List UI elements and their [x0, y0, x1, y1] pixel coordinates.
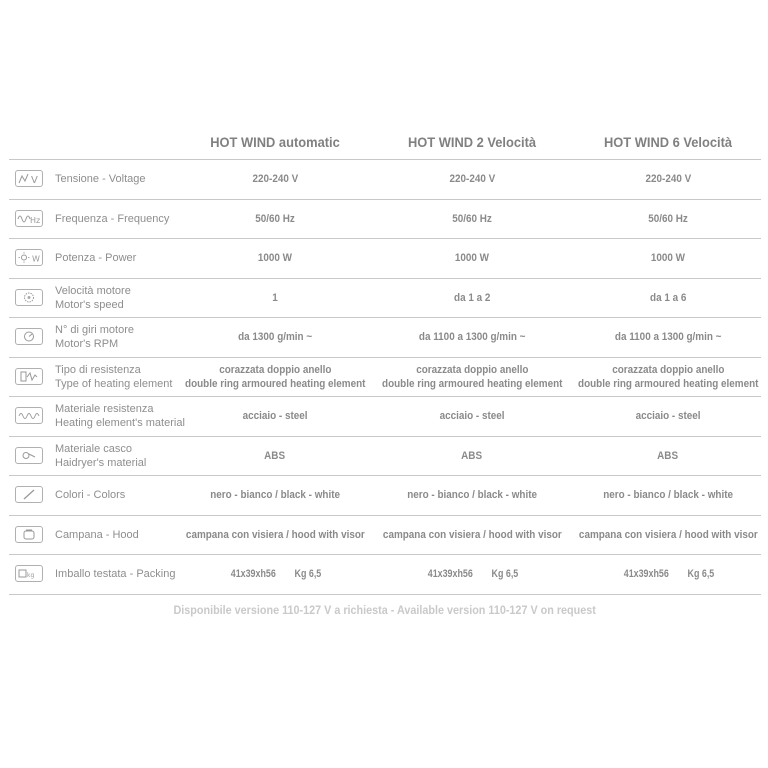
spec-value-line: ABS [264, 449, 286, 462]
spec-value-line: acciaio - steel [242, 410, 308, 423]
row-label [55, 555, 191, 594]
hood-icon [15, 526, 43, 543]
spec-value [177, 476, 373, 515]
element-material-icon [15, 407, 43, 424]
spec-value [570, 437, 766, 476]
spec-value [570, 476, 766, 515]
table-row [9, 159, 761, 200]
spec-value [374, 555, 570, 594]
row-label [55, 239, 191, 278]
row-label [55, 476, 191, 515]
heating-element-icon [15, 368, 43, 385]
spec-value-line: 1 [272, 291, 278, 304]
row-label-line: Heating element's material [55, 417, 185, 430]
spec-value [374, 200, 570, 239]
spec-value [570, 239, 766, 278]
row-label-line: Haidryer's material [55, 456, 147, 469]
spec-value-line: 1000 W [650, 252, 686, 265]
packing-weight: Kg 6,5 [686, 568, 714, 581]
spec-value [177, 397, 373, 436]
spec-value-line: campana con visiera / hood with visor [578, 528, 758, 541]
row-label-line: Potenza - Power [55, 252, 137, 265]
spec-value [374, 476, 570, 515]
spec-table [9, 128, 761, 595]
row-label-line: Materiale casco [55, 442, 133, 455]
spec-value [570, 279, 766, 318]
spec-value [374, 160, 570, 199]
spec-value [570, 555, 766, 594]
spec-value-line: acciaio - steel [439, 410, 505, 423]
packing-dimensions: 41x39xh56 [427, 568, 473, 581]
packing-value [621, 567, 715, 581]
spec-value-line: double ring armoured heating element [577, 377, 759, 390]
frequency-icon [15, 210, 43, 227]
spec-value [374, 239, 570, 278]
spec-value-line: campana con visiera / hood with visor [185, 528, 365, 541]
spec-value [177, 239, 373, 278]
row-label-line: Frequenza - Frequency [55, 212, 170, 225]
spec-value [374, 437, 570, 476]
row-label [55, 279, 191, 318]
spec-value-line: ABS [461, 449, 483, 462]
svg-text:V: V [31, 175, 38, 185]
spec-value-line: da 1 a 2 [453, 291, 491, 304]
packing-dimensions: 41x39xh56 [230, 568, 276, 581]
spec-value [177, 437, 373, 476]
spec-value [177, 279, 373, 318]
spec-value-line: 50/60 Hz [452, 212, 492, 225]
spec-value-line: nero - bianco / black - white [210, 489, 340, 502]
table-row [9, 318, 761, 358]
row-label-line: Imballo testata - Packing [55, 568, 176, 581]
table-row [9, 555, 761, 595]
packing-weight: Kg 6,5 [293, 568, 321, 581]
spec-value [570, 200, 766, 239]
row-label-line: Colori - Colors [55, 489, 126, 502]
spec-value [570, 160, 766, 199]
power-icon [15, 249, 43, 266]
spec-value [177, 160, 373, 199]
spec-value-line: nero - bianco / black - white [407, 489, 537, 502]
table-row [9, 397, 761, 437]
table-row [9, 279, 761, 319]
row-label [55, 358, 191, 397]
row-label [55, 437, 191, 476]
spec-value [374, 397, 570, 436]
row-label-line: Tensione - Voltage [55, 173, 146, 186]
spec-value-line: da 1 a 6 [649, 291, 687, 304]
column-title-automatic: HOT WIND automatic [210, 134, 340, 150]
row-label [55, 516, 191, 555]
spec-value [177, 555, 373, 594]
table-row [9, 358, 761, 398]
motor-rpm-icon [15, 328, 43, 345]
row-label-line: Campana - Hood [55, 528, 139, 541]
table-row [9, 516, 761, 556]
spec-value [570, 358, 766, 397]
spec-value [177, 358, 373, 397]
spec-value [374, 279, 570, 318]
row-label-line: Materiale resistenza [55, 403, 154, 416]
spec-value-line: 1000 W [257, 252, 293, 265]
hairdryer-material-icon [15, 447, 43, 464]
spec-value [374, 516, 570, 555]
table-body [9, 159, 761, 595]
spec-value [177, 318, 373, 357]
table-header [9, 128, 761, 159]
row-label-line: Type of heating element [55, 377, 173, 390]
table-row [9, 200, 761, 240]
packing-icon [15, 565, 43, 582]
spec-value-line: 1000 W [454, 252, 490, 265]
row-label-line: Motor's speed [55, 298, 124, 311]
table-row [9, 476, 761, 516]
row-label-line: N° di giri motore [55, 324, 134, 337]
spec-value-line: da 1100 a 1300 g/min ~ [418, 331, 526, 344]
table-row [9, 437, 761, 477]
row-label [55, 318, 191, 357]
spec-value-line: 50/60 Hz [255, 212, 295, 225]
packing-value [228, 567, 322, 581]
svg-text:Hz: Hz [30, 215, 41, 225]
column-title-6-speed: HOT WIND 6 Velocità [603, 134, 733, 150]
row-label-line: Tipo di resistenza [55, 363, 141, 376]
spec-value-line: double ring armoured heating element [381, 377, 563, 390]
packing-weight: Kg 6,5 [490, 568, 518, 581]
availability-note: Disponibile versione 110-127 V a richiesta - Available version 110-127 V on request [173, 603, 597, 617]
spec-value [570, 516, 766, 555]
row-label [55, 160, 191, 199]
colors-icon [15, 486, 43, 503]
row-label-line: Velocità motore [55, 284, 131, 297]
spec-value-line: corazzata doppio anello [218, 363, 332, 376]
spec-value [374, 318, 570, 357]
column-title-2-speed: HOT WIND 2 Velocità [407, 134, 537, 150]
spec-value [570, 397, 766, 436]
row-label [55, 200, 191, 239]
packing-value [425, 567, 519, 581]
packing-dimensions: 41x39xh56 [623, 568, 669, 581]
spec-value-line: corazzata doppio anello [611, 363, 725, 376]
spec-value-line: 220-240 V [252, 173, 298, 186]
spec-value [177, 200, 373, 239]
spec-value-line: ABS [657, 449, 679, 462]
spec-value [177, 516, 373, 555]
svg-text:kg: kg [27, 572, 35, 579]
spec-value-line: 220-240 V [449, 173, 495, 186]
spec-value-line: 220-240 V [645, 173, 691, 186]
spec-value-line: corazzata doppio anello [415, 363, 529, 376]
spec-value-line: da 1300 g/min ~ [237, 331, 312, 344]
spec-value-line: double ring armoured heating element [184, 377, 366, 390]
spec-value-line: campana con visiera / hood with visor [382, 528, 562, 541]
row-label-line: Motor's RPM [55, 338, 119, 351]
spec-value-line: acciaio - steel [635, 410, 701, 423]
voltage-icon [15, 170, 43, 187]
row-label [55, 397, 191, 436]
spec-value [374, 358, 570, 397]
table-row [9, 239, 761, 279]
spec-value-line: da 1100 a 1300 g/min ~ [614, 331, 722, 344]
svg-text:W: W [32, 254, 40, 264]
motor-speed-icon [15, 289, 43, 306]
spec-value [570, 318, 766, 357]
spec-value-line: 50/60 Hz [648, 212, 688, 225]
spec-value-line: nero - bianco / black - white [603, 489, 733, 502]
